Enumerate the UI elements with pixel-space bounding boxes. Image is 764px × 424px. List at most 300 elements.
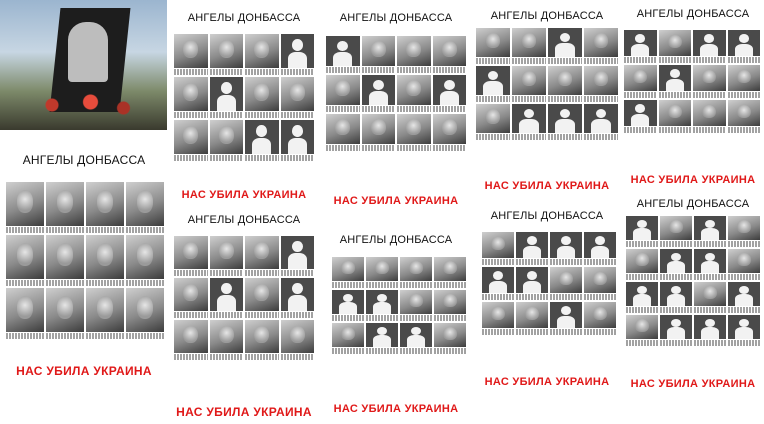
portrait-photo xyxy=(584,66,618,95)
portrait-caption xyxy=(584,58,618,64)
portrait-photo xyxy=(174,77,208,111)
portrait-caption xyxy=(86,333,124,339)
portrait-caption xyxy=(366,348,398,354)
child-silhouette xyxy=(68,22,108,82)
child-portrait xyxy=(728,65,761,98)
child-portrait xyxy=(693,65,726,98)
portrait-caption xyxy=(86,280,124,286)
portrait-caption xyxy=(584,294,616,300)
child-portrait xyxy=(728,282,760,313)
child-portrait xyxy=(397,36,431,73)
child-portrait xyxy=(728,315,760,346)
child-portrait xyxy=(126,182,164,233)
child-portrait xyxy=(659,65,692,98)
portrait-caption xyxy=(660,241,692,247)
panel-title: АНГЕЛЫ ДОНБАССА xyxy=(490,210,604,222)
portrait-caption xyxy=(326,67,360,73)
photo-grid xyxy=(476,28,618,140)
photo-grid xyxy=(174,236,314,360)
silhouette-placeholder xyxy=(400,323,432,347)
portrait-caption xyxy=(210,112,244,118)
child-portrait xyxy=(326,114,360,151)
portrait-caption xyxy=(245,155,279,161)
child-portrait xyxy=(659,100,692,133)
silhouette-placeholder xyxy=(624,100,657,126)
silhouette-placeholder xyxy=(659,65,692,91)
silhouette-placeholder xyxy=(728,315,760,339)
portrait-caption xyxy=(550,294,582,300)
portrait-caption xyxy=(626,307,658,313)
portrait-photo xyxy=(550,267,582,293)
child-portrait xyxy=(174,34,208,75)
portrait-caption xyxy=(281,312,315,318)
portrait-caption xyxy=(728,340,760,346)
portrait-caption xyxy=(400,348,432,354)
child-portrait xyxy=(550,232,582,265)
portrait-caption xyxy=(516,294,548,300)
child-portrait xyxy=(400,323,432,354)
photo-grid xyxy=(624,30,760,133)
portrait-caption xyxy=(512,134,546,140)
portrait-caption xyxy=(624,92,657,98)
portrait-caption xyxy=(281,69,315,75)
portrait-photo xyxy=(126,182,164,226)
child-portrait xyxy=(660,282,692,313)
child-portrait xyxy=(174,278,208,318)
slogan: НАС УБИЛА УКРАИНА xyxy=(333,195,459,207)
child-portrait xyxy=(210,34,244,75)
silhouette-placeholder xyxy=(433,75,467,105)
portrait-caption xyxy=(584,259,616,265)
silhouette-placeholder xyxy=(516,267,548,293)
silhouette-placeholder xyxy=(693,30,726,56)
child-portrait xyxy=(550,302,582,335)
child-portrait xyxy=(245,77,279,118)
silhouette-placeholder xyxy=(548,28,582,57)
portrait-photo xyxy=(174,320,208,353)
child-portrait xyxy=(694,249,726,280)
poster-panel xyxy=(168,0,320,212)
portrait-photo xyxy=(584,28,618,57)
portrait-caption xyxy=(433,106,467,112)
portrait-photo xyxy=(6,235,44,279)
poster-panel xyxy=(472,0,622,198)
photo-grid xyxy=(626,216,760,346)
portrait-caption xyxy=(548,58,582,64)
portrait-caption xyxy=(433,67,467,73)
child-portrait xyxy=(482,232,514,265)
silhouette-placeholder xyxy=(366,290,398,314)
portrait-photo xyxy=(174,236,208,269)
portrait-caption xyxy=(245,312,279,318)
child-portrait xyxy=(434,257,466,288)
portrait-caption xyxy=(245,354,279,360)
portrait-caption xyxy=(584,96,618,102)
portrait-caption xyxy=(728,57,761,63)
child-portrait xyxy=(626,315,658,346)
portrait-caption xyxy=(400,282,432,288)
portrait-photo xyxy=(210,34,244,68)
child-portrait xyxy=(694,282,726,313)
silhouette-placeholder xyxy=(326,36,360,66)
portrait-caption xyxy=(728,92,761,98)
silhouette-placeholder xyxy=(281,120,315,154)
photo-grid xyxy=(6,182,164,339)
slogan: НАС УБИЛА УКРАИНА xyxy=(484,180,610,192)
silhouette-placeholder xyxy=(548,104,582,133)
child-portrait xyxy=(693,100,726,133)
child-portrait xyxy=(6,235,44,286)
portrait-caption xyxy=(332,282,364,288)
portrait-caption xyxy=(332,315,364,321)
child-portrait xyxy=(326,75,360,112)
portrait-caption xyxy=(728,241,760,247)
child-portrait xyxy=(728,100,761,133)
portrait-caption xyxy=(693,127,726,133)
child-portrait xyxy=(86,182,124,233)
portrait-photo xyxy=(728,65,761,91)
portrait-photo xyxy=(245,278,279,311)
panel-title: АНГЕЛЫ ДОНБАССА xyxy=(187,12,301,24)
portrait-caption xyxy=(728,127,761,133)
portrait-photo xyxy=(434,290,466,314)
child-portrait xyxy=(210,236,244,276)
portrait-caption xyxy=(693,57,726,63)
portrait-caption xyxy=(174,155,208,161)
silhouette-placeholder xyxy=(332,290,364,314)
portrait-caption xyxy=(660,307,692,313)
poster-panel xyxy=(320,212,472,424)
portrait-caption xyxy=(482,294,514,300)
portrait-photo xyxy=(434,323,466,347)
silhouette-placeholder xyxy=(660,249,692,273)
portrait-caption xyxy=(548,134,582,140)
portrait-photo xyxy=(512,28,546,57)
panel-title: АНГЕЛЫ ДОНБАССА xyxy=(187,214,301,226)
child-portrait xyxy=(482,302,514,335)
child-portrait xyxy=(281,34,315,75)
silhouette-placeholder xyxy=(366,323,398,347)
portrait-photo xyxy=(326,114,360,144)
poster-panel xyxy=(320,0,472,212)
slogan: НАС УБИЛА УКРАИНА xyxy=(630,378,756,390)
slogan: НАС УБИЛА УКРАИНА xyxy=(181,189,307,201)
portrait-photo xyxy=(728,100,761,126)
child-portrait xyxy=(728,30,761,63)
portrait-photo xyxy=(433,36,467,66)
silhouette-placeholder xyxy=(362,75,396,105)
panel-title: АНГЕЛЫ ДОНБАССА xyxy=(636,8,750,20)
portrait-caption xyxy=(512,96,546,102)
portrait-caption xyxy=(624,57,657,63)
portrait-photo xyxy=(400,257,432,281)
portrait-caption xyxy=(659,92,692,98)
child-portrait xyxy=(434,323,466,354)
portrait-photo xyxy=(210,120,244,154)
child-portrait xyxy=(624,100,657,133)
portrait-caption xyxy=(626,241,658,247)
slogan: НАС УБИЛА УКРАИНА xyxy=(630,174,756,186)
portrait-photo xyxy=(482,232,514,258)
panel-title: АНГЕЛЫ ДОНБАССА xyxy=(339,234,453,246)
child-portrait xyxy=(210,77,244,118)
silhouette-placeholder xyxy=(550,302,582,328)
portrait-caption xyxy=(550,329,582,335)
child-portrait xyxy=(660,216,692,247)
child-portrait xyxy=(210,278,244,318)
child-portrait xyxy=(659,30,692,63)
portrait-caption xyxy=(476,96,510,102)
child-portrait xyxy=(332,323,364,354)
silhouette-placeholder xyxy=(694,315,726,339)
portrait-caption xyxy=(482,259,514,265)
portrait-caption xyxy=(366,315,398,321)
portrait-photo xyxy=(86,235,124,279)
portrait-photo xyxy=(434,257,466,281)
portrait-caption xyxy=(548,96,582,102)
portrait-photo xyxy=(584,302,616,328)
child-portrait xyxy=(660,249,692,280)
portrait-caption xyxy=(434,315,466,321)
portrait-caption xyxy=(46,280,84,286)
silhouette-placeholder xyxy=(626,282,658,306)
silhouette-placeholder xyxy=(281,34,315,68)
portrait-photo xyxy=(548,66,582,95)
portrait-caption xyxy=(245,112,279,118)
portrait-photo xyxy=(626,315,658,339)
child-portrait xyxy=(174,236,208,276)
child-portrait xyxy=(326,36,360,73)
child-portrait xyxy=(584,66,618,102)
child-portrait xyxy=(126,235,164,286)
portrait-photo xyxy=(126,288,164,332)
child-portrait xyxy=(626,216,658,247)
child-portrait xyxy=(362,36,396,73)
portrait-caption xyxy=(482,329,514,335)
silhouette-placeholder xyxy=(660,282,692,306)
child-portrait xyxy=(281,320,315,360)
portrait-caption xyxy=(126,227,164,233)
portrait-photo xyxy=(6,182,44,226)
child-portrait xyxy=(397,75,431,112)
child-portrait xyxy=(174,120,208,161)
portrait-photo xyxy=(86,288,124,332)
portrait-caption xyxy=(659,127,692,133)
portrait-caption xyxy=(46,227,84,233)
portrait-photo xyxy=(584,267,616,293)
portrait-photo xyxy=(281,320,315,353)
child-portrait xyxy=(512,66,546,102)
portrait-photo xyxy=(397,75,431,105)
photo-grid xyxy=(332,257,466,354)
portrait-photo xyxy=(245,34,279,68)
silhouette-placeholder xyxy=(626,216,658,240)
portrait-caption xyxy=(728,274,760,280)
poster-panel xyxy=(622,0,764,194)
child-portrait xyxy=(6,288,44,339)
portrait-photo xyxy=(482,302,514,328)
portrait-caption xyxy=(626,274,658,280)
child-portrait xyxy=(584,28,618,64)
portrait-caption xyxy=(626,340,658,346)
portrait-caption xyxy=(210,354,244,360)
portrait-photo xyxy=(332,323,364,347)
portrait-photo xyxy=(476,104,510,133)
portrait-caption xyxy=(397,106,431,112)
child-portrait xyxy=(433,36,467,73)
child-portrait xyxy=(245,320,279,360)
portrait-caption xyxy=(660,340,692,346)
portrait-photo xyxy=(516,302,548,328)
flowers xyxy=(30,90,140,120)
child-portrait xyxy=(332,257,364,288)
child-portrait xyxy=(397,114,431,151)
silhouette-placeholder xyxy=(624,30,657,56)
child-portrait xyxy=(516,232,548,265)
portrait-photo xyxy=(659,30,692,56)
child-portrait xyxy=(281,77,315,118)
portrait-photo xyxy=(400,290,432,314)
child-portrait xyxy=(516,267,548,300)
portrait-caption xyxy=(476,134,510,140)
portrait-caption xyxy=(6,280,44,286)
portrait-caption xyxy=(326,106,360,112)
photo-grid xyxy=(482,232,616,335)
portrait-photo xyxy=(366,257,398,281)
portrait-photo xyxy=(693,65,726,91)
portrait-caption xyxy=(210,69,244,75)
photo-grid xyxy=(174,34,314,161)
portrait-caption xyxy=(624,127,657,133)
portrait-caption xyxy=(728,307,760,313)
child-portrait xyxy=(693,30,726,63)
silhouette-placeholder xyxy=(476,66,510,95)
portrait-caption xyxy=(6,227,44,233)
child-portrait xyxy=(548,28,582,64)
child-portrait xyxy=(245,278,279,318)
portrait-photo xyxy=(362,114,396,144)
portrait-caption xyxy=(281,354,315,360)
child-portrait xyxy=(512,104,546,140)
portrait-caption xyxy=(210,155,244,161)
silhouette-placeholder xyxy=(694,249,726,273)
portrait-caption xyxy=(659,57,692,63)
portrait-photo xyxy=(126,235,164,279)
panel-title: АНГЕЛЫ ДОНБАССА xyxy=(22,153,146,167)
portrait-photo xyxy=(86,182,124,226)
portrait-caption xyxy=(126,280,164,286)
portrait-photo xyxy=(626,249,658,273)
child-portrait xyxy=(433,114,467,151)
child-portrait xyxy=(482,267,514,300)
child-portrait xyxy=(584,302,616,335)
portrait-caption xyxy=(362,145,396,151)
child-portrait xyxy=(332,290,364,321)
portrait-caption xyxy=(434,282,466,288)
silhouette-placeholder xyxy=(281,236,315,269)
portrait-photo xyxy=(46,235,84,279)
child-portrait xyxy=(434,290,466,321)
portrait-photo xyxy=(433,114,467,144)
portrait-caption xyxy=(210,270,244,276)
child-portrait xyxy=(728,216,760,247)
silhouette-placeholder xyxy=(550,232,582,258)
portrait-caption xyxy=(46,333,84,339)
portrait-caption xyxy=(693,92,726,98)
child-portrait xyxy=(86,235,124,286)
portrait-caption xyxy=(512,58,546,64)
child-portrait xyxy=(174,320,208,360)
child-portrait xyxy=(694,216,726,247)
portrait-caption xyxy=(126,333,164,339)
portrait-photo xyxy=(174,120,208,154)
silhouette-placeholder xyxy=(281,278,315,311)
portrait-caption xyxy=(397,67,431,73)
silhouette-placeholder xyxy=(210,77,244,111)
portrait-caption xyxy=(86,227,124,233)
child-portrait xyxy=(245,34,279,75)
portrait-caption xyxy=(694,307,726,313)
child-portrait xyxy=(660,315,692,346)
portrait-caption xyxy=(362,106,396,112)
portrait-caption xyxy=(397,145,431,151)
portrait-photo xyxy=(174,278,208,311)
silhouette-placeholder xyxy=(210,278,244,311)
child-portrait xyxy=(281,120,315,161)
child-portrait xyxy=(210,320,244,360)
portrait-photo xyxy=(46,288,84,332)
portrait-caption xyxy=(245,270,279,276)
child-portrait xyxy=(516,302,548,335)
portrait-caption xyxy=(281,270,315,276)
portrait-caption xyxy=(362,67,396,73)
child-portrait xyxy=(400,257,432,288)
portrait-photo xyxy=(624,65,657,91)
poster-panel xyxy=(472,198,622,424)
portrait-photo xyxy=(362,36,396,66)
child-portrait xyxy=(728,249,760,280)
silhouette-placeholder xyxy=(516,232,548,258)
portrait-photo xyxy=(397,114,431,144)
portrait-photo xyxy=(245,320,279,353)
portrait-photo xyxy=(46,182,84,226)
portrait-caption xyxy=(584,134,618,140)
slogan: НАС УБИЛА УКРАИНА xyxy=(176,405,312,419)
child-portrait xyxy=(624,65,657,98)
portrait-caption xyxy=(326,145,360,151)
child-portrait xyxy=(512,28,546,64)
portrait-caption xyxy=(281,155,315,161)
portrait-caption xyxy=(694,241,726,247)
portrait-photo xyxy=(174,34,208,68)
portrait-photo xyxy=(245,77,279,111)
silhouette-placeholder xyxy=(694,216,726,240)
child-portrait xyxy=(366,257,398,288)
child-portrait xyxy=(245,236,279,276)
child-portrait xyxy=(366,290,398,321)
child-portrait xyxy=(400,290,432,321)
child-portrait xyxy=(281,278,315,318)
portrait-caption xyxy=(400,315,432,321)
child-portrait xyxy=(46,288,84,339)
child-portrait xyxy=(548,104,582,140)
portrait-photo xyxy=(660,216,692,240)
child-portrait xyxy=(476,28,510,64)
portrait-photo xyxy=(693,100,726,126)
portrait-photo xyxy=(281,77,315,111)
slogan: НАС УБИЛА УКРАИНА xyxy=(484,376,610,388)
panel-title: АНГЕЛЫ ДОНБАССА xyxy=(490,10,604,22)
